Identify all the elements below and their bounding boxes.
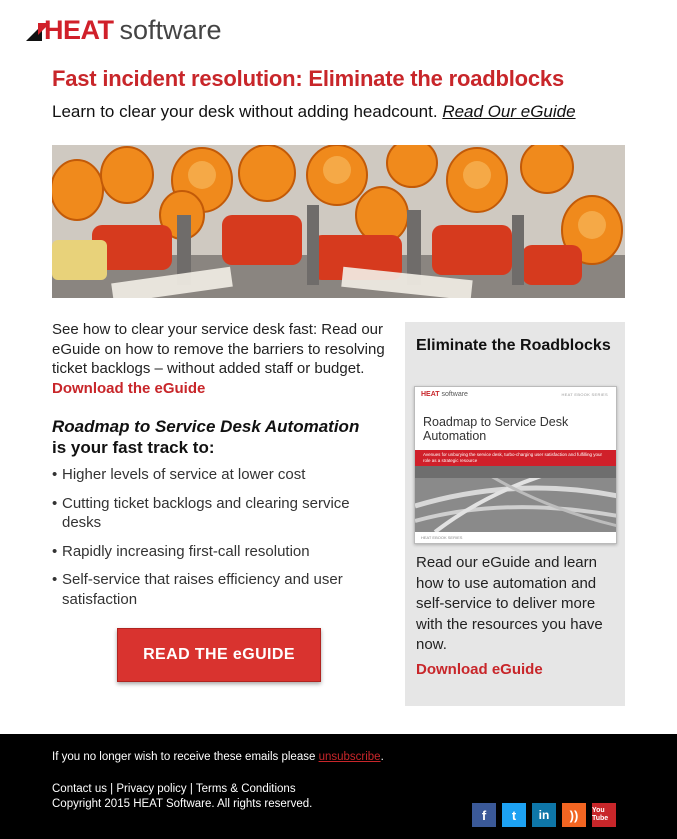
cover-band: Avenues for unburying the service desk, turbo-charging user satisfaction and fulfilling your role as a strategic resource bbox=[415, 450, 617, 466]
twitter-icon[interactable]: t bbox=[502, 803, 526, 827]
sidebar-paragraph: Read our eGuide and learn how to use automation and self-service to deliver more with the resources you have now. bbox=[416, 554, 603, 653]
eguide-cover-image[interactable] bbox=[414, 386, 617, 544]
cover-logo-software: software bbox=[441, 391, 468, 398]
cover-title: Roadmap to Service Desk Automation bbox=[423, 415, 569, 443]
youtube-icon[interactable]: You Tube bbox=[592, 803, 616, 827]
unsubscribe-link[interactable]: unsubscribe bbox=[318, 751, 381, 763]
terms-conditions-link[interactable]: Terms & Conditions bbox=[195, 783, 296, 795]
footer-separator: | bbox=[186, 783, 196, 795]
heat-logo-mark-icon bbox=[26, 25, 42, 41]
unsubscribe-line bbox=[52, 751, 384, 763]
sidebar-title: Eliminate the Roadblocks bbox=[416, 337, 611, 354]
cover-logo bbox=[421, 391, 468, 398]
linkedin-icon[interactable]: in bbox=[532, 803, 556, 827]
unsubscribe-end: . bbox=[380, 751, 384, 763]
cover-footer-text: HEAT EBOOK SERIES bbox=[421, 535, 463, 540]
copyright: Copyright 2015 HEAT Software. All rights reserved. bbox=[52, 798, 313, 810]
cover-highway-photo bbox=[415, 466, 617, 532]
download-eguide-link[interactable]: Download the eGuide bbox=[52, 379, 206, 397]
benefits-list bbox=[52, 465, 387, 618]
section-title-italic: Roadmap to Service Desk Automation bbox=[52, 417, 360, 436]
list-item: • Cutting ticket backlogs and clearing service desks bbox=[52, 494, 387, 533]
headline: Fast incident resolution: Eliminate the roadblocks bbox=[52, 66, 564, 91]
privacy-policy-link[interactable]: Privacy policy bbox=[116, 783, 187, 795]
traffic-barricade-lights-illustration bbox=[52, 145, 625, 298]
section-title-rest: is your fast track to: bbox=[52, 438, 215, 457]
sidebar-panel bbox=[405, 322, 625, 706]
cover-tag: HEAT EBOOK SERIES bbox=[561, 392, 608, 397]
contact-us-link[interactable]: Contact us bbox=[52, 783, 107, 795]
footer-separator: | bbox=[106, 783, 117, 795]
intro-text: See how to clear your service desk fast: Read our eGuide on how to remove the barriers to resolving ticket backlogs – without added staff or budget. bbox=[52, 321, 385, 377]
sidebar-download-eguide-link[interactable]: Download eGuide bbox=[416, 661, 543, 678]
logo-software-text: software bbox=[119, 14, 222, 45]
unsubscribe-text: If you no longer wish to receive these emails please bbox=[52, 751, 319, 763]
section-title bbox=[52, 416, 392, 458]
cover-logo-heat: HEAT bbox=[421, 391, 440, 398]
footer bbox=[0, 734, 677, 839]
heat-software-logo[interactable] bbox=[26, 14, 222, 46]
subhead bbox=[52, 102, 576, 122]
read-eguide-link[interactable]: Read Our eGuide bbox=[442, 102, 576, 121]
subhead-text: Learn to clear your desk without adding headcount. bbox=[52, 102, 443, 121]
social-icons bbox=[472, 803, 616, 827]
hero-image-roadblocks bbox=[52, 145, 625, 298]
rss-icon[interactable]: )) bbox=[562, 803, 586, 827]
highway-interchange-illustration bbox=[415, 466, 617, 532]
facebook-icon[interactable]: f bbox=[472, 803, 496, 827]
read-the-eguide-button[interactable]: READ THE eGUIDE bbox=[117, 628, 321, 682]
list-item: • Higher levels of service at lower cost bbox=[52, 465, 387, 485]
list-item: • Self-service that raises efficiency and user satisfaction bbox=[52, 570, 387, 609]
footer-links bbox=[52, 783, 296, 795]
intro-paragraph bbox=[52, 320, 387, 398]
list-item: • Rapidly increasing first-call resolution bbox=[52, 542, 387, 562]
logo-heat-text: HEAT bbox=[44, 14, 114, 45]
